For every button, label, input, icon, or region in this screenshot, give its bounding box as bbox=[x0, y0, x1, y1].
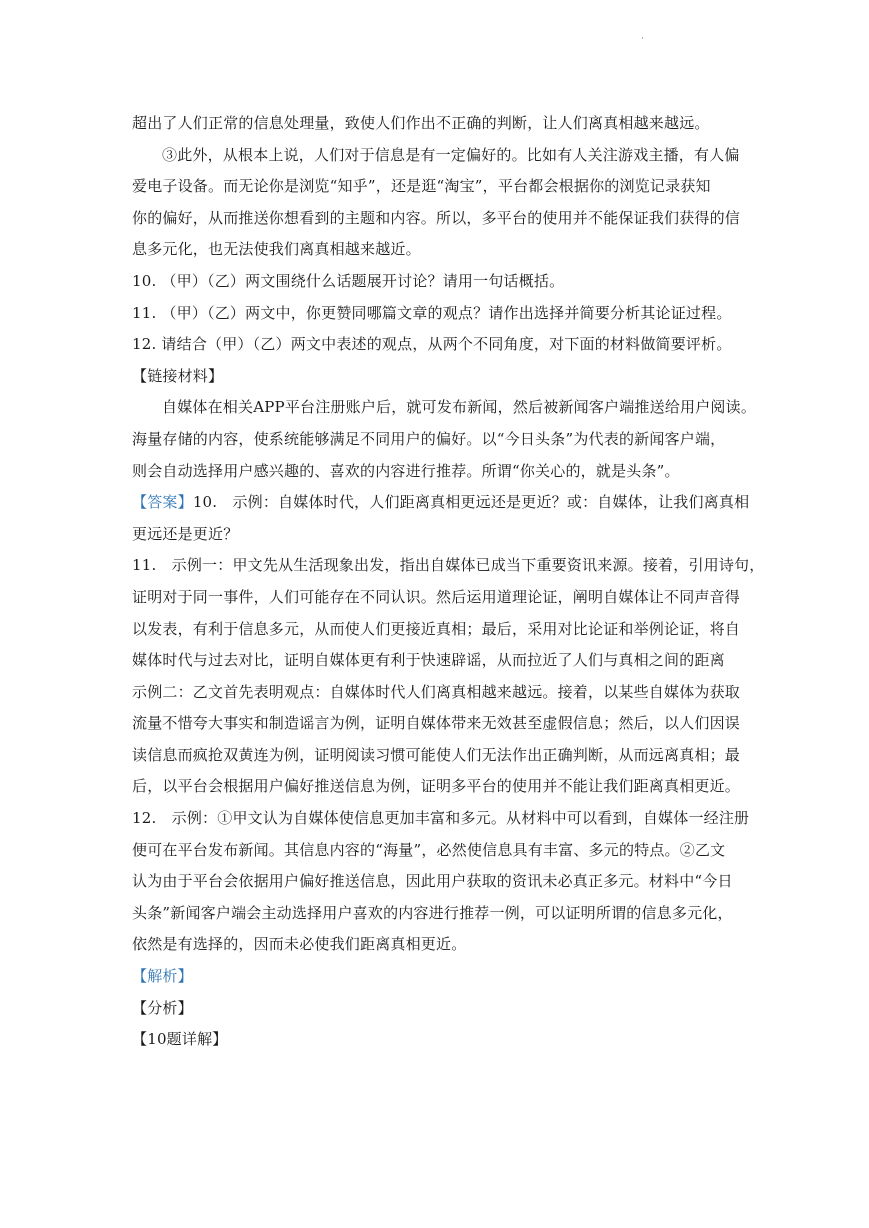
passage-line: 超出了人们正常的信息处理量，致使人们作出不正确的判断，让人们离真相越来越远。 bbox=[132, 114, 710, 132]
answer-q11-line: 以发表，有利于信息多元，从而使人们更接近真相；最后，采用对比论证和举例论证，将自 bbox=[132, 619, 741, 638]
analysis-tag: 【解析】 bbox=[132, 967, 193, 986]
linked-material-line: 海量存储的内容，使系统能够满足不同用户的偏好。以“今日头条”为代表的新闻客户端， bbox=[132, 429, 726, 448]
answer-q12-line: 依然是有选择的，因而未必使我们距离真相更近。 bbox=[132, 935, 467, 954]
passage-line: ③此外，从根本上说，人们对于信息是有一定偏好的。比如有人关注游戏主播，有人偏 bbox=[162, 145, 740, 164]
answer-q11-line: 证明对于同一事件，人们可能存在不同认识。然后运用道理论证，阐明自媒体让不同声音得 bbox=[132, 587, 741, 606]
analysis-sub-heading: 【分析】 bbox=[132, 998, 193, 1017]
answer-q12-line: 头条”新闻客户端会主动选择用户喜欢的内容进行推荐一例，可以证明所谓的信息多元化， bbox=[132, 903, 733, 922]
passage-line: 你的偏好，从而推送你想看到的主题和内容。所以，多平台的使用并不能保证我们获得的信 bbox=[132, 208, 741, 227]
question-12: 12. 请结合（甲）（乙）两文中表述的观点，从两个不同角度，对下面的材料做简要评析。 bbox=[132, 335, 732, 354]
answer-q12-line: 12. 示例：①甲文认为自媒体使信息更加丰富和多元。从材料中可以看到，自媒体一经注册 bbox=[132, 809, 750, 828]
answer-q11-line: 媒体时代与过去对比，证明自媒体更有利于快速辟谣，从而拉近了人们与真相之间的距离 bbox=[132, 651, 725, 670]
answer-q12-line: 认为由于平台会依据用户偏好推送信息，因此用户获取的资讯未必真正多元。材料中“今日 bbox=[132, 872, 733, 891]
analysis-detail-heading: 【10题详解】 bbox=[132, 1030, 228, 1049]
answer-q10-line: 更远还是更近？ bbox=[132, 524, 239, 543]
answer-q11-line: 读信息而疯抢双黄连为例，证明阅读习惯可能使人们无法作出正确判断，从而远离真相；最 bbox=[132, 745, 741, 764]
question-11: 11. （甲）（乙）两文中，你更赞同哪篇文章的观点？请作出选择并简要分析其论证过程。 bbox=[132, 303, 732, 322]
linked-material-line: 则会自动选择用户感兴趣的、喜欢的内容进行推荐。所谓“你关心的，就是头条”。 bbox=[132, 461, 680, 480]
linked-material-line: 自媒体在相关APP平台注册账户后，就可发布新闻，然后被新闻客户端推送给用户阅读。 bbox=[162, 398, 757, 417]
answer-tag: 【答案】 bbox=[132, 493, 193, 512]
answer-q10-text: 10. 示例：自媒体时代，人们距离真相更远还是更近？或：自媒体，让我们离真相 bbox=[192, 493, 750, 512]
answer-q12-line: 便可在平台发布新闻。其信息内容的“海量”，必然使信息具有丰富、多元的特点。②乙文 bbox=[132, 840, 726, 859]
question-10: 10. （甲）（乙）两文围绕什么话题展开讨论？请用一句话概括。 bbox=[132, 271, 565, 290]
passage-line: 息多元化，也无法使我们离真相越来越近。 bbox=[132, 240, 421, 259]
linked-material-heading: 【链接材料】 bbox=[132, 366, 224, 385]
page-marker: · bbox=[641, 34, 644, 44]
answer-q11-line: 示例二：乙文首先表明观点：自媒体时代人们离真相越来越远。接着，以某些自媒体为获取 bbox=[132, 682, 741, 701]
passage-line: 爱电子设备。而无论你是浏览“知乎”，还是逛“淘宝”，平台都会根据你的浏览记录获知 bbox=[132, 177, 711, 196]
answer-q11-line: 流量不惜夸大事实和制造谣言为例，证明自媒体带来无效甚至虚假信息；然后，以人们因误 bbox=[132, 714, 741, 733]
answer-q11-line: 11. 示例一：甲文先从生活现象出发，指出自媒体已成当下重要资讯来源。接着，引用诗句， bbox=[132, 556, 765, 575]
answer-q10-line bbox=[132, 487, 750, 519]
page-content bbox=[132, 108, 765, 1056]
answer-q11-line: 后，以平台会根据用户偏好推送信息为例，证明多平台的使用并不能让我们距离真相更近。 bbox=[132, 777, 741, 796]
